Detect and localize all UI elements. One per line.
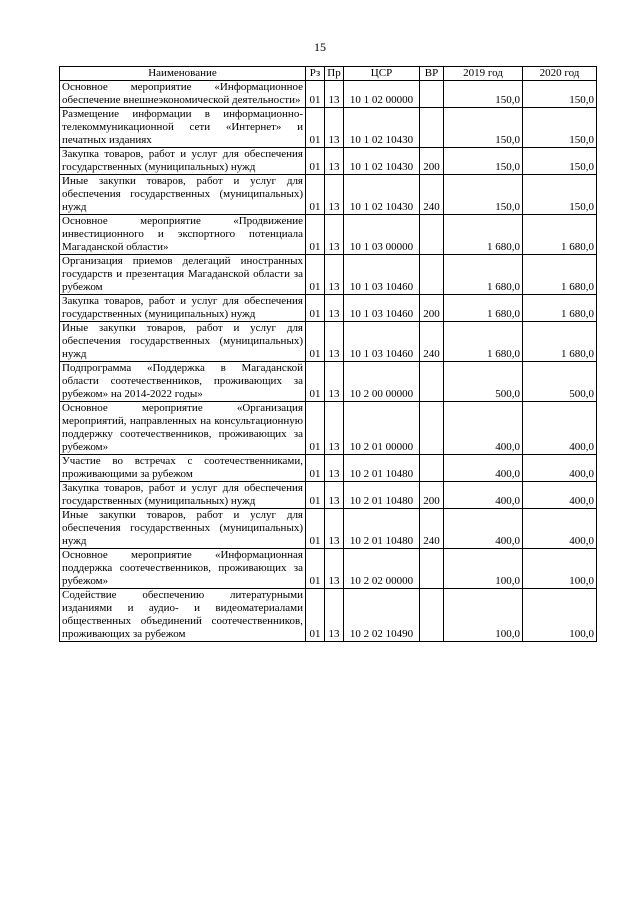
row-vr: [420, 81, 444, 108]
row-csr: 10 1 02 10430: [344, 108, 420, 148]
row-name: Основное мероприятие «Организация мероприятий, направленных на консультационную поддержку соотечественников, проживающих за рубежом»: [60, 402, 306, 455]
table-row: [60, 108, 597, 148]
row-name: Организация приемов делегаций иностранных государств и презентация Магаданской области за рубежом: [60, 255, 306, 295]
table-row: [60, 175, 597, 215]
row-pr: 13: [325, 455, 344, 482]
row-vr: 200: [420, 482, 444, 509]
row-value-2020: 1 680,0: [523, 295, 597, 322]
row-value-2020: 400,0: [523, 509, 597, 549]
row-vr: [420, 402, 444, 455]
row-csr: 10 1 03 10460: [344, 255, 420, 295]
row-name: Закупка товаров, работ и услуг для обеспечения государственных (муниципальных) нужд: [60, 482, 306, 509]
header-csr: ЦСР: [344, 67, 420, 81]
budget-table: [59, 66, 597, 642]
table-row: [60, 148, 597, 175]
row-pr: 13: [325, 589, 344, 642]
row-rz: 01: [306, 549, 325, 589]
row-value-2020: 1 680,0: [523, 215, 597, 255]
row-vr: 200: [420, 295, 444, 322]
row-name: Иные закупки товаров, работ и услуг для обеспечения государственных (муниципальных) нужд: [60, 322, 306, 362]
row-name: Подпрограмма «Поддержка в Магаданской области соотечественников, проживающих за рубежом» на 2014-2022 годы»: [60, 362, 306, 402]
row-vr: [420, 549, 444, 589]
table-body: [60, 81, 597, 642]
row-value-2020: 150,0: [523, 108, 597, 148]
row-value-2020: 150,0: [523, 148, 597, 175]
row-value-2019: 400,0: [444, 482, 523, 509]
row-csr: 10 2 02 10490: [344, 589, 420, 642]
row-pr: 13: [325, 509, 344, 549]
row-rz: 01: [306, 402, 325, 455]
row-value-2019: 400,0: [444, 402, 523, 455]
row-value-2020: 1 680,0: [523, 322, 597, 362]
row-csr: 10 2 00 00000: [344, 362, 420, 402]
header-row: [60, 67, 597, 81]
table-row: [60, 322, 597, 362]
row-value-2020: 1 680,0: [523, 255, 597, 295]
row-pr: 13: [325, 148, 344, 175]
row-value-2019: 100,0: [444, 589, 523, 642]
row-name: Участие во встречах с соотечественниками, проживающими за рубежом: [60, 455, 306, 482]
row-rz: 01: [306, 255, 325, 295]
row-value-2020: 400,0: [523, 455, 597, 482]
row-rz: 01: [306, 589, 325, 642]
row-pr: 13: [325, 362, 344, 402]
row-pr: 13: [325, 295, 344, 322]
row-value-2019: 500,0: [444, 362, 523, 402]
row-name: Основное мероприятие «Продвижение инвестиционного и экспортного потенциала Магаданской области»: [60, 215, 306, 255]
row-name: Иные закупки товаров, работ и услуг для обеспечения государственных (муниципальных) нужд: [60, 175, 306, 215]
row-rz: 01: [306, 362, 325, 402]
row-vr: 240: [420, 509, 444, 549]
row-rz: 01: [306, 509, 325, 549]
row-vr: 200: [420, 148, 444, 175]
table-row: [60, 549, 597, 589]
table-row: [60, 589, 597, 642]
header-rz: Рз: [306, 67, 325, 81]
row-name: Основное мероприятие «Информационная поддержка соотечественников, проживающих за рубежом»: [60, 549, 306, 589]
row-value-2020: 400,0: [523, 482, 597, 509]
row-value-2020: 150,0: [523, 175, 597, 215]
header-2019: 2019 год: [444, 67, 523, 81]
row-rz: 01: [306, 81, 325, 108]
row-name: Закупка товаров, работ и услуг для обеспечения государственных (муниципальных) нужд: [60, 148, 306, 175]
table-row: [60, 81, 597, 108]
row-value-2019: 400,0: [444, 455, 523, 482]
header-name: Наименование: [60, 67, 306, 81]
row-pr: 13: [325, 108, 344, 148]
row-pr: 13: [325, 175, 344, 215]
row-rz: 01: [306, 148, 325, 175]
row-value-2019: 1 680,0: [444, 322, 523, 362]
row-csr: 10 2 01 10480: [344, 509, 420, 549]
row-csr: 10 2 01 10480: [344, 482, 420, 509]
table-row: [60, 255, 597, 295]
row-csr: 10 1 03 00000: [344, 215, 420, 255]
row-value-2019: 1 680,0: [444, 255, 523, 295]
row-vr: [420, 215, 444, 255]
row-rz: 01: [306, 482, 325, 509]
row-vr: [420, 362, 444, 402]
table-row: [60, 455, 597, 482]
row-rz: 01: [306, 322, 325, 362]
row-name: Основное мероприятие «Информационное обеспечение внешнеэкономической деятельности»: [60, 81, 306, 108]
row-value-2019: 150,0: [444, 148, 523, 175]
row-csr: 10 1 02 10430: [344, 148, 420, 175]
row-value-2019: 1 680,0: [444, 215, 523, 255]
row-vr: [420, 455, 444, 482]
row-csr: 10 2 01 10480: [344, 455, 420, 482]
row-value-2019: 400,0: [444, 509, 523, 549]
row-pr: 13: [325, 322, 344, 362]
row-value-2019: 150,0: [444, 108, 523, 148]
row-value-2019: 150,0: [444, 175, 523, 215]
row-value-2019: 1 680,0: [444, 295, 523, 322]
row-name: Иные закупки товаров, работ и услуг для обеспечения государственных (муниципальных) нужд: [60, 509, 306, 549]
row-vr: [420, 589, 444, 642]
row-pr: 13: [325, 215, 344, 255]
row-name: Размещение информации в информационно-телекоммуникационной сети «Интернет» и печатных изданиях: [60, 108, 306, 148]
header-pr: Пр: [325, 67, 344, 81]
row-vr: [420, 255, 444, 295]
page-number: 15: [314, 40, 326, 54]
row-pr: 13: [325, 81, 344, 108]
header-vr: ВР: [420, 67, 444, 81]
row-value-2019: 100,0: [444, 549, 523, 589]
row-pr: 13: [325, 482, 344, 509]
table-row: [60, 362, 597, 402]
row-value-2019: 150,0: [444, 81, 523, 108]
table-row: [60, 295, 597, 322]
row-value-2020: 400,0: [523, 402, 597, 455]
row-name: Закупка товаров, работ и услуг для обеспечения государственных (муниципальных) нужд: [60, 295, 306, 322]
row-csr: 10 1 03 10460: [344, 295, 420, 322]
row-pr: 13: [325, 402, 344, 455]
row-csr: 10 1 02 00000: [344, 81, 420, 108]
header-2020: 2020 год: [523, 67, 597, 81]
table-row: [60, 402, 597, 455]
row-rz: 01: [306, 295, 325, 322]
row-pr: 13: [325, 549, 344, 589]
row-value-2020: 100,0: [523, 549, 597, 589]
row-vr: 240: [420, 175, 444, 215]
row-vr: [420, 108, 444, 148]
table-row: [60, 482, 597, 509]
row-rz: 01: [306, 108, 325, 148]
row-csr: 10 1 02 10430: [344, 175, 420, 215]
table-row: [60, 215, 597, 255]
row-rz: 01: [306, 175, 325, 215]
row-value-2020: 500,0: [523, 362, 597, 402]
row-csr: 10 1 03 10460: [344, 322, 420, 362]
row-rz: 01: [306, 215, 325, 255]
row-value-2020: 150,0: [523, 81, 597, 108]
row-name: Содействие обеспечению литературными изданиями и аудио- и видеоматериалами общественных объединений соотечественников, проживающих за рубежом: [60, 589, 306, 642]
row-pr: 13: [325, 255, 344, 295]
row-value-2020: 100,0: [523, 589, 597, 642]
row-vr: 240: [420, 322, 444, 362]
row-csr: 10 2 02 00000: [344, 549, 420, 589]
table-row: [60, 509, 597, 549]
row-rz: 01: [306, 455, 325, 482]
row-csr: 10 2 01 00000: [344, 402, 420, 455]
